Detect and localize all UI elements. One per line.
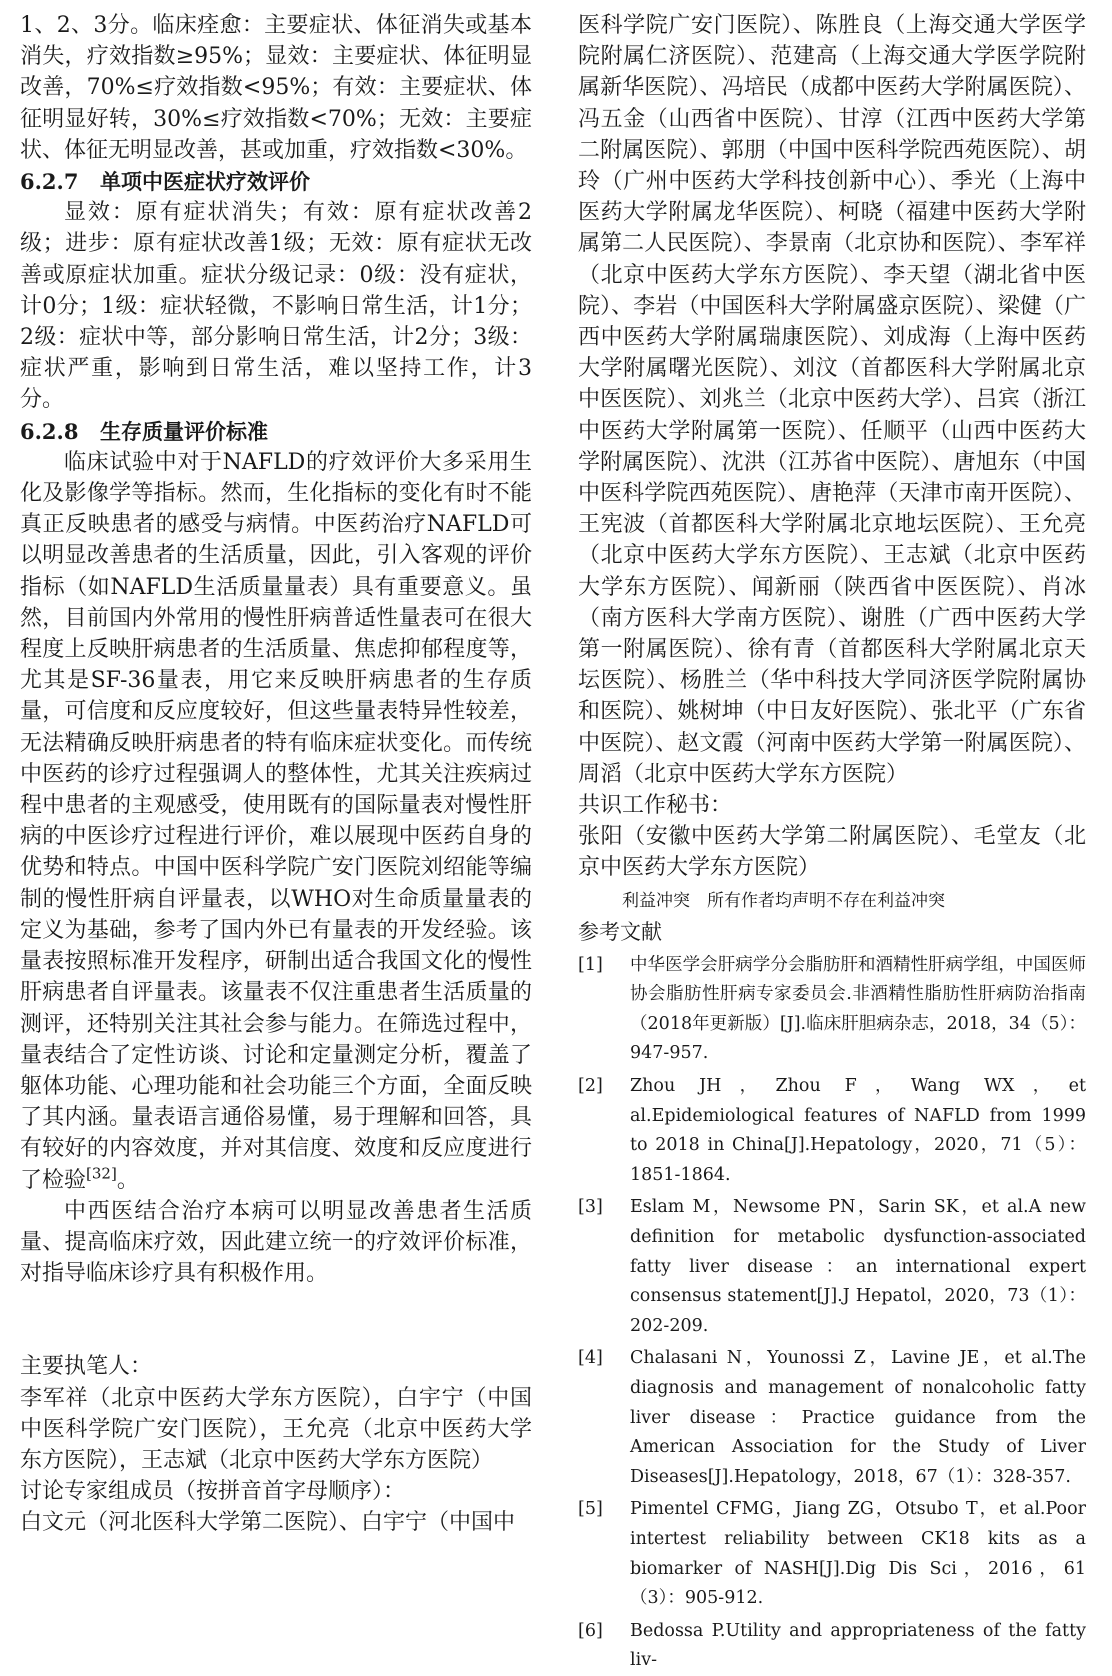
authors-list: 李军祥（北京中医药大学东方医院），白宇宁（中国中医科学院广安门医院），王允亮（北京中医药大学东方医院），王志斌（北京中医药大学东方医院） bbox=[20, 1385, 532, 1473]
reference-number: [2] bbox=[578, 1076, 603, 1097]
reference-list bbox=[578, 951, 1086, 1676]
paragraph-integrated-treatment: 中西医结合治疗本病可以明显改善患者生活质量、提高临床疗效，因此建立统一的疗效评价标准，对指导临床诊疗具有积极作用。 bbox=[20, 1198, 532, 1287]
section-heading-6-2-8 bbox=[20, 416, 532, 447]
reference-number: [5] bbox=[578, 1499, 603, 1520]
reference-item bbox=[578, 1617, 1086, 1676]
right-column bbox=[578, 10, 1086, 1676]
reference-number: [4] bbox=[578, 1348, 603, 1369]
section-title: 生存质量评价标准 bbox=[100, 418, 268, 444]
section-title: 单项中医症状疗效评价 bbox=[100, 169, 310, 195]
reference-item bbox=[578, 1495, 1086, 1613]
references-heading: 参考文献 bbox=[578, 919, 662, 944]
section-number: 6.2.7 bbox=[20, 169, 79, 195]
left-column bbox=[20, 10, 532, 1539]
reference-text: Eslam M，Newsome PN，Sarin SK，et al.A new definition for metabolic dysfunction-associated fatty liver disease：an international expert consensus statement[J].J Hepatol，2020，73（1）：202-209. bbox=[630, 1197, 1086, 1336]
reference-number: [6] bbox=[578, 1620, 603, 1641]
reference-number: [1] bbox=[578, 954, 603, 975]
paragraph-symptom-efficacy: 显效：原有症状消失；有效：原有症状改善2级；进步：原有症状改善1级；无效：原有症状无改善或原症状加重。症状分级记录：0级：没有症状，计0分；1级：症状轻微，不影响日常生活，计1分；2级：症状中等，部分影响日常生活，计2分；3级：症状严重，影响到日常生活，难以坚持工作，计3分。 bbox=[20, 200, 532, 413]
reference-item bbox=[578, 1193, 1086, 1341]
reference-number: [3] bbox=[578, 1197, 603, 1218]
secretary-list: 张阳（安徽中医药大学第二附属医院）、毛堂友（北京中医药大学东方医院） bbox=[578, 824, 1086, 881]
paragraph-quality-of-life bbox=[20, 447, 532, 1196]
reference-text: Chalasani N，Younossi Z，Lavine JE，et al.The diagnosis and management of nonalcoholic fatty liver disease：Practice guidance from the American Association for the Study of Liver Diseases[J].Hepatology，2018，67（1）：328-357. bbox=[630, 1348, 1086, 1487]
reference-text: Bedossa P.Utility and appropriateness of the fatty liv- bbox=[630, 1620, 1086, 1671]
secretary-label: 共识工作秘书： bbox=[578, 793, 733, 819]
section-number: 6.2.8 bbox=[20, 418, 79, 444]
paragraph-efficacy-criteria: 1、2、3分。临床痊愈：主要症状、体征消失或基本消失，疗效指数≥95%；显效：主要症状、体征明显改善，70%≤疗效指数<95%；有效：主要症状、体征明显好转，30%≤疗效指数<70%；无效：主要症状、体征无明显改善，甚或加重，疗效指数<30%。 bbox=[20, 13, 532, 163]
experts-list-start: 白文元（河北医科大学第二医院）、白宇宁（中国中 bbox=[20, 1510, 516, 1536]
authors-label: 主要执笔人： bbox=[20, 1354, 153, 1380]
reference-text: Zhou JH，Zhou F，Wang WX，et al.Epidemiological features of NAFLD from 1999 to 2018 in China[J].Hepatology，2020，71（5）：1851-1864. bbox=[630, 1076, 1086, 1185]
experts-list-continued: 医科学院广安门医院）、陈胜良（上海交通大学医学院附属仁济医院）、范建高（上海交通大学医学院附属新华医院）、冯培民（成都中医药大学附属医院）、冯五金（山西省中医院）、甘淳（江西中医药大学第二附属医院）、郭朋（中国中医科学院西苑医院）、胡玲（广州中医药大学科技创新中心）、季光（上海中医药大学附属龙华医院）、柯晓（福建中医药大学附属第二人民医院）、李景南（北京协和医院）、李军祥（北京中医药大学东方医院）、李天望（湖北省中医院）、李岩（中国医科大学附属盛京医院）、梁健（广西中医药大学附属瑞康医院）、刘成海（上海中医药大学附属曙光医院）、刘汶（首都医科大学附属北京中医医院）、刘兆兰（北京中医药大学）、吕宾（浙江中医药大学附属第一医院）、任顺平（山西中医药大学附属医院）、沈洪（江苏省中医院）、唐旭东（中国中医科学院西苑医院）、唐艳萍（天津市南开医院）、王宪波（首都医科大学附属北京地坛医院）、王允亮（北京中医药大学东方医院）、王志斌（北京中医药大学东方医院）、闻新丽（陕西省中医医院）、肖冰（南方医科大学南方医院）、谢胜（广西中医药大学第一附属医院）、徐有青（首都医科大学附属北京天坛医院）、杨胜兰（华中科技大学同济医学院附属协和医院）、姚树坤（中日友好医院）、张北平（广东省中医院）、赵文霞（河南中医药大学第一附属医院）、周滔（北京中医药大学东方医院） bbox=[578, 13, 1086, 787]
experts-label: 讨论专家组成员（按拼音首字母顺序）： bbox=[20, 1479, 406, 1505]
reference-text: Pimentel CFMG，Jiang ZG，Otsubo T，et al.Poor intertest reliability between CK18 kits as a biomarker of NASH[J].Dig Dis Sci，2016，61（3）：905-912. bbox=[630, 1499, 1086, 1609]
paragraph-text: 临床试验中对于NAFLD的疗效评价大多采用生化及影像学等指标。然而，生化指标的变化有时不能真正反映患者的感受与病情。中医药治疗NAFLD可以明显改善患者的生活质量，因此，引入客观的评价指标（如NAFLD生活质量量表）具有重要意义。虽然，目前国内外常用的慢性肝病普适性量表可在很大程度上反映肝病患者的生活质量、焦虑抑郁程度等，尤其是SF-36量表，用它来反映肝病患者的生存质量，可信度和反应度较好，但这些量表特异性较差，无法精确反映肝病患者的特有临床症状变化。而传统中医药的诊疗过程强调人的整体性，尤其关注疾病过程中患者的主观感受，使用既有的国际量表对慢性肝病的中医诊疗过程进行评价，难以展现中医药自身的优势和特点。中国中医科学院广安门医院刘绍能等编制的慢性肝病自评量表，以WHO对生命质量量表的定义为基础，参考了国内外已有量表的开发经验。该量表按照标准开发程序，研制出适合我国文化的慢性肝病患者自评量表。该量表不仅注重患者生活质量的测评，还特别关注其社会参与能力。在筛选过程中，量表结合了定性访谈、讨论和定量测定分析，覆盖了躯体功能、心理功能和社会功能三个方面，全面反映了其内涵。量表语言通俗易懂，易于理解和回答，具有较好的内容效度，并对其信度、效度和反应度进行了检验 bbox=[20, 449, 532, 1193]
conflict-of-interest: 利益冲突 所有作者均声明不存在利益冲突 bbox=[622, 890, 945, 911]
citation-32[interactable]: [32] bbox=[86, 1164, 117, 1183]
section-heading-6-2-7 bbox=[20, 166, 532, 197]
reference-item bbox=[578, 1072, 1086, 1190]
paragraph-end: 。 bbox=[116, 1167, 139, 1193]
spacer bbox=[20, 1289, 532, 1351]
reference-item bbox=[578, 951, 1086, 1069]
reference-item bbox=[578, 1344, 1086, 1492]
reference-text: 中华医学会肝病学分会脂肪肝和酒精性肝病学组，中国医师协会脂肪性肝病专家委员会.非酒精性脂肪性肝病防治指南（2018年更新版）[J].临床肝胆病杂志，2018，34（5）：947-957. bbox=[630, 954, 1086, 1064]
